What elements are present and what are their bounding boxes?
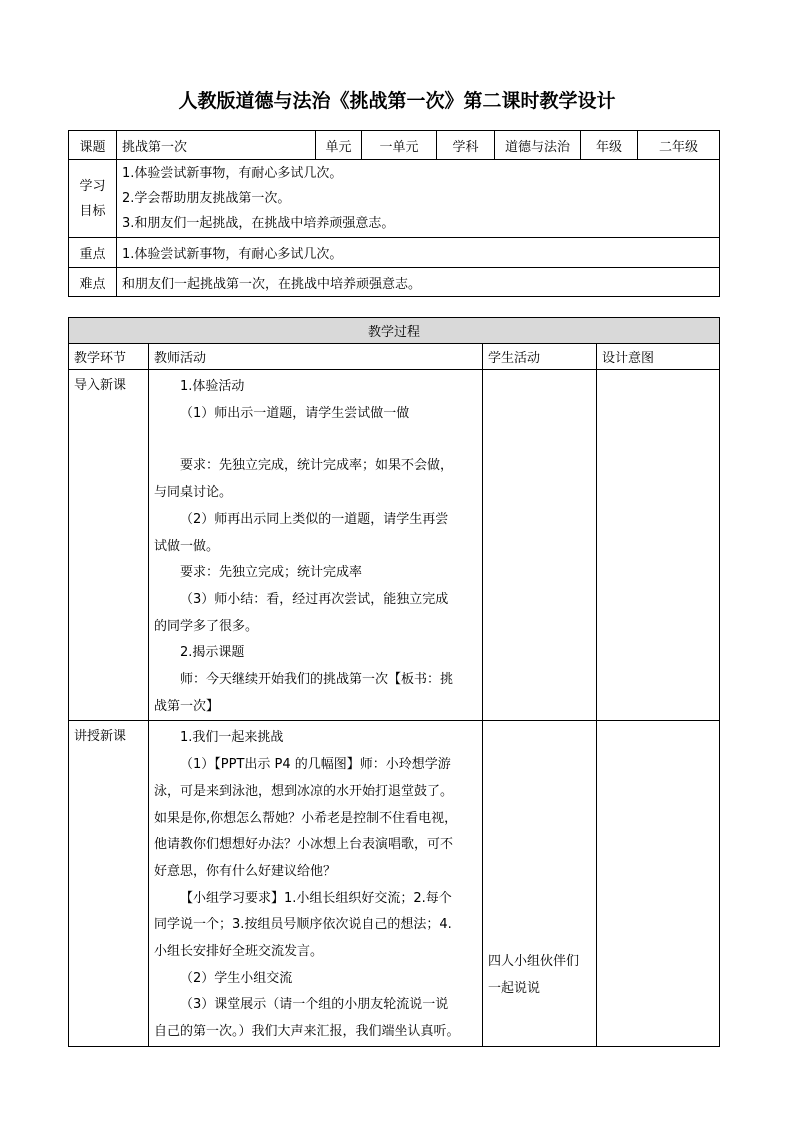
- column-intent: 设计意图: [597, 344, 720, 370]
- teacher-activity-intro: 1.体验活动 （1）师出示一道题，请学生尝试做一做 要求：先独立完成，统计完成率；如果不会做， 与同桌讨论。 （2）师再出示同上类似的一道题，请学生再尝 试做一做。 要求：先独立完成；统计完成率 （3）师小结：看，经过再次尝试，能独立完成 的同学多了很多。 2.揭示课题 师：今天继续开始我们的挑战第一次【板书：挑 战第一次】: [149, 370, 483, 721]
- document-title: 人教版道德与法治《挑战第一次》第二课时教学设计: [178, 90, 616, 112]
- goal-item: 3.和朋友们一起挑战，在挑战中培养顽强意志。: [122, 216, 395, 231]
- unit-label: 单元: [316, 131, 362, 160]
- student-activity-new-lesson: 四人小组伙伴们 一起说说: [483, 721, 597, 1046]
- design-intent-new-lesson: [597, 721, 720, 1046]
- column-teacher: 教师活动: [149, 344, 483, 370]
- grade-value: 二年级: [638, 131, 720, 160]
- key-point-label: 重点: [69, 238, 117, 268]
- difficulty-label: 难点: [69, 268, 117, 297]
- lesson-info-table: [68, 130, 720, 297]
- teaching-process-table: [68, 317, 720, 1047]
- process-header: 教学过程: [69, 318, 720, 344]
- column-student: 学生活动: [483, 344, 597, 370]
- stage-intro: 导入新课: [69, 370, 149, 721]
- goal-item: 2.学会帮助朋友挑战第一次。: [122, 191, 291, 206]
- key-point-value: 1.体验尝试新事物，有耐心多试几次。: [117, 238, 720, 268]
- goals-list: [117, 160, 720, 238]
- course-value: 挑战第一次: [117, 131, 316, 160]
- course-label: 课题: [69, 131, 117, 160]
- design-intent-intro: [597, 370, 720, 721]
- unit-value: 一单元: [362, 131, 437, 160]
- grade-label: 年级: [581, 131, 638, 160]
- goal-item: 1.体验尝试新事物，有耐心多试几次。: [122, 166, 343, 181]
- student-activity-intro: [483, 370, 597, 721]
- goals-label: 学习 目标: [69, 160, 117, 238]
- subject-value: 道德与法治: [495, 131, 581, 160]
- stage-new-lesson: 讲授新课: [69, 721, 149, 1046]
- column-stage: 教学环节: [69, 344, 149, 370]
- difficulty-value: 和朋友们一起挑战第一次，在挑战中培养顽强意志。: [117, 268, 720, 297]
- subject-label: 学科: [437, 131, 495, 160]
- teacher-activity-new-lesson: 1.我们一起来挑战 （1）【PPT出示 P4 的几幅图】师：小玲想学游 泳，可是来到泳池，想到冰凉的水开始打退堂鼓了。 如果是你,你想怎么帮她？小希老是控制不住看电视， 他请教你们想想好办法？小冰想上台表演唱歌，可不 好意思，你有什么好建议给他？ 【小组学习要求】1.小组长组织好交流；2.每个 同学说一个；3.按组员号顺序依次说自己的想法；4. 小组长安排好全班交流发言。 （2）学生小组交流 （3）课堂展示（请一个组的小朋友轮流说一说 自己的第一次。）我们大声来汇报，我们端坐认真听。: [149, 721, 483, 1046]
